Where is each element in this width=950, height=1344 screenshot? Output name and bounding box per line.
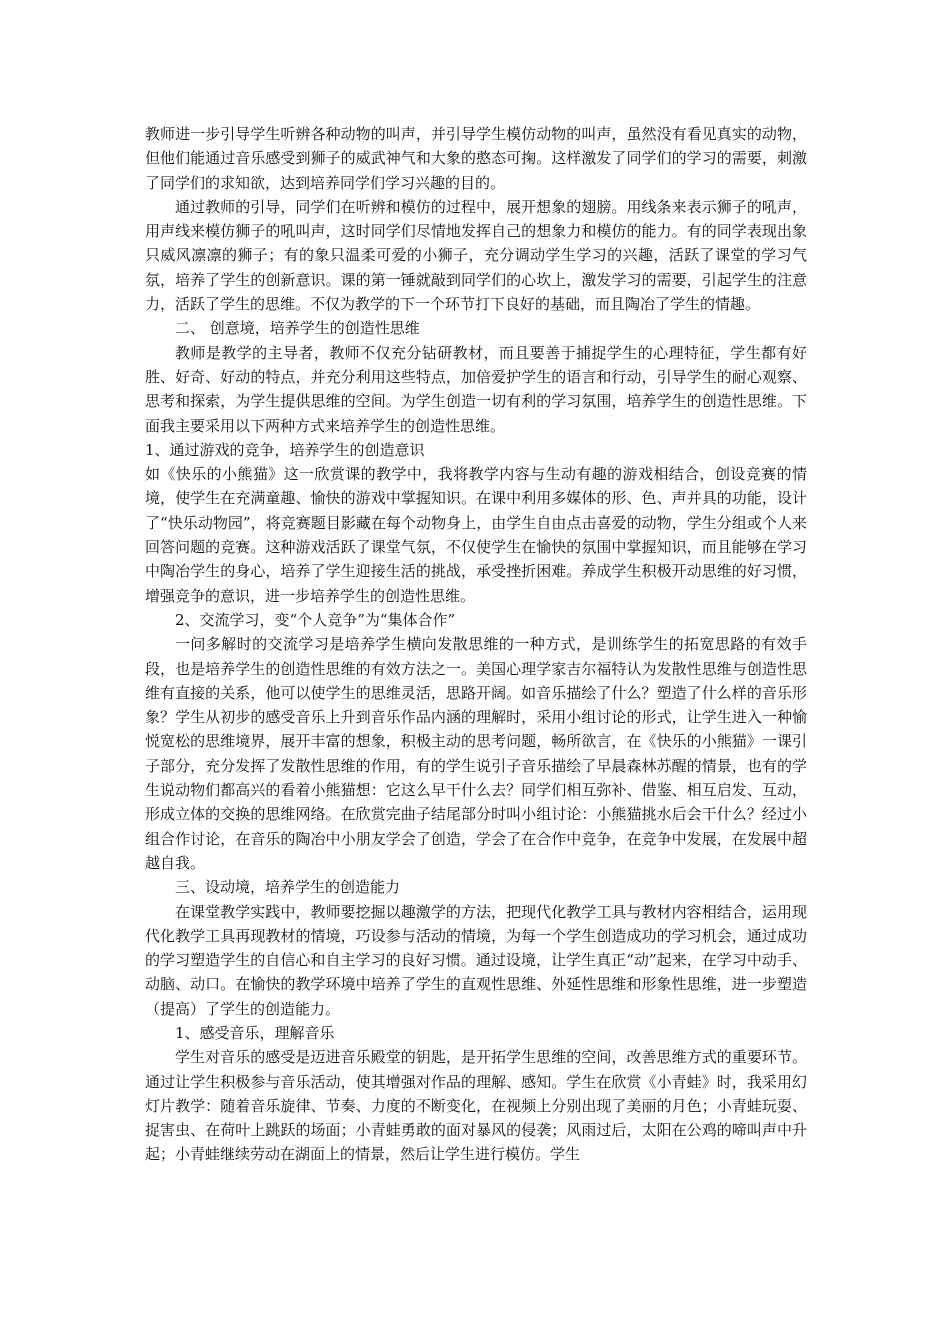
- subheading-1-music: 1、感受音乐，理解音乐: [175, 1023, 335, 1042]
- paragraph-3: 教师是教学的主导者，教师不仅充分钻研教材，而且要善于捕捉学生的心理特征，学生都有好胜、好奇、好动的特点，并充分利用这些特点，加倍爱护学生的语言和行动，引导学生的耐心观察、思考和探索，为学生提供思维的空间。为学生创造一切有利的学习氛围，培养学生的创造性思维。下面我主要采用以下两种方式来培养学生的创造性思维。: [145, 343, 807, 435]
- section-heading-3: 三、设动境，培养学生的创造能力: [175, 878, 401, 897]
- paragraph-1: 教师进一步引导学生听辨各种动物的叫声，并引导学生模仿动物的叫声，虽然没有看见真实的动物，但他们能通过音乐感受到狮子的威武神气和大象的憨态可掬。这样激发了同学们的学习的需要，刺激了同学们的求知欲，达到培养同学们学习兴趣的目的。: [145, 125, 807, 192]
- paragraph-4: 如《快乐的小熊猫》这一欣赏课的教学中，我将教学内容与生动有趣的游戏相结合，创设竞赛的情境，使学生在充满童趣、愉快的游戏中掌握知识。在课中利用多媒体的形、色、声并具的功能，设计了“快乐动物园”，将竞赛题目影藏在每个动物身上，由学生自由点击喜爱的动物，学生分组或个人来回答问题的竞赛。这种游戏活跃了课堂气氛，不仅使学生在愉快的氛围中掌握知识，而且能够在学习中陶冶学生的身心，培养了学生迎接生活的挑战，承受挫折困难。养成学生积极开动思维的好习惯，增强竞争的意识，进一步培养学生的创造性思维。: [145, 465, 807, 605]
- paragraph-2: 通过教师的引导，同学们在听辨和模仿的过程中，展开想象的翅膀。用线条来表示狮子的吼声，用声线来模仿狮子的吼叫声，这时同学们尽情地发挥自己的想象力和模仿的能力。有的同学表现出象只威风凛凛的狮子；有的象只温柔可爱的小狮子，充分调动学生学习的兴趣，活跃了课堂的学习气氛，培养了学生的创新意识。课的第一锤就敲到同学们的心坎上，激发学习的需要，引起学生的注意力，活跃了学生的思维。不仅为教学的下一个环节打下良好的基础，而且陶冶了学生的情趣。: [145, 197, 807, 314]
- paragraph-5: 一问多解时的交流学习是培养学生横向发散思维的一种方式，是训练学生的拓宽思路的有效手段，也是培养学生的创造性思维的有效方法之一。美国心理学家吉尔福特认为发散性思维与创造性思维有直接的关系，他可以使学生的思维灵活，思路开阔。如音乐描绘了什么？塑造了什么样的音乐形象？学生从初步的感受音乐上升到音乐作品内涵的理解时，采用小组讨论的形式，让学生进入一种愉悦宽松的思维境界，展开丰富的想象，积极主动的思考问题，畅所欲言，在《快乐的小熊猫》一课引子部分，充分发挥了发散性思维的作用，有的学生说引子音乐描绘了早晨森林苏醒的情景，也有的学生说动物们都高兴的看着小熊猫想：它这么早干什么去？同学们相互弥补、借鉴、相互启发、互动，形成立体的交换的思维网络。在欣赏完曲子结尾部分时叫小组讨论：小熊猫挑水后会干什么？经过小组合作讨论，在音乐的陶冶中小朋友学会了创造，学会了在合作中竞争，在竞争中发展，在发展中超越自我。: [145, 635, 807, 872]
- section-heading-2: 二、 创意境，培养学生的创造性思维: [175, 319, 420, 338]
- paragraph-7: 学生对音乐的感受是迈进音乐殿堂的钥匙，是开拓学生思维的空间，改善思维方式的重要环节。通过让学生积极参与音乐活动，使其增强对作品的理解、感知。学生在欣赏《小青蛙》时，我采用幻灯片教学：随着音乐旋律、节奏、力度的不断变化，在视频上分别出现了美丽的月色；小青蛙玩耍、捉害虫、在荷叶上跳跃的场面；小青蛙勇敢的面对暴风的侵袭；风雨过后，太阳在公鸡的啼叫声中升起；小青蛙继续劳动在湖面上的情景，然后让学生进行模仿。学生: [145, 1048, 807, 1164]
- subheading-1-game: 1、通过游戏的竞争，培养学生的创造意识: [145, 440, 425, 459]
- paragraph-6: 在课堂教学实践中，教师要挖掘以趣激学的方法，把现代化教学工具与教材内容相结合，运用现代化教学工具再现教材的情境，巧设参与活动的情境，为每一个学生创造成功的学习机会，通过成功的学习塑造学生的自信心和自主学习的良好习惯。通过设境，让学生真正“动”起来，在学习中动手、动脑、动口。在愉快的教学环境中培养了学生的直观性思维、外延性思维和形象性思维，进一步塑造（提高）了学生的创造能力。: [145, 902, 807, 1018]
- subheading-2-exchange: 2、交流学习，变“个人竞争”为“集体合作”: [175, 610, 456, 629]
- document-body: [145, 122, 807, 1167]
